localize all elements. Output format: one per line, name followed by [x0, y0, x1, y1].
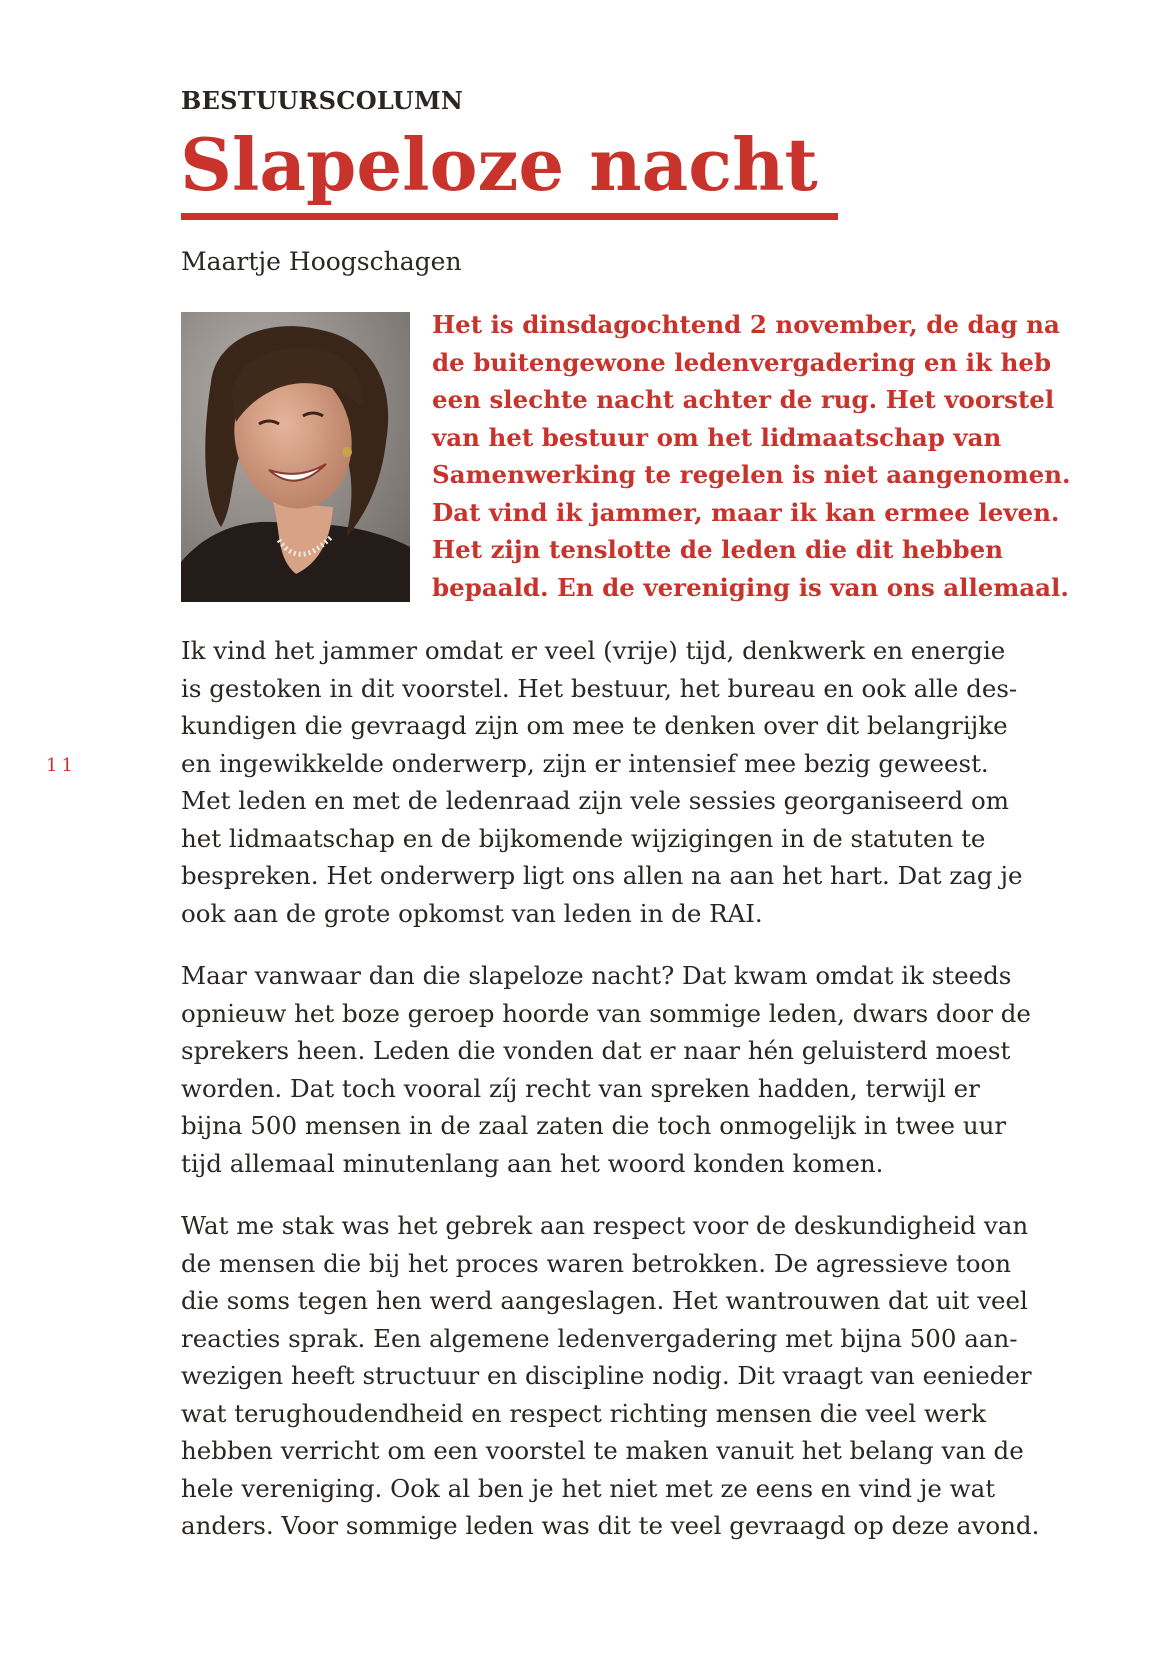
body-line: wat terughoudendheid en respect richting mensen die veel werk [181, 1398, 987, 1428]
body-line: opnieuw het boze geroep hoorde van sommige leden, dwars door de [181, 998, 1031, 1028]
page-number: 11 [46, 755, 77, 776]
intro-line: Dat vind ik jammer, maar ik kan ermee leven. [432, 497, 1060, 527]
article-title: Slapeloze nacht [180, 122, 818, 207]
body-line: tijd allemaal minutenlang aan het woord konden komen. [181, 1148, 884, 1178]
title-underline [181, 213, 838, 220]
body-line: Wat me stak was het gebrek aan respect voor de deskundigheid van [181, 1211, 1029, 1240]
intro-line: van het bestuur om het lidmaatschap van [432, 422, 1002, 452]
body-line: bijna 500 mensen in de zaal zaten die toch onmogelijk in twee uur [181, 1111, 1007, 1140]
intro-line: de buitengewone ledenvergadering en ik heb [432, 347, 1052, 377]
intro-line: bepaald. En de vereniging is van ons allemaal. [432, 572, 1069, 602]
intro-paragraph [432, 306, 1072, 606]
author-photo [181, 312, 410, 602]
body-line: bespreken. Het onderwerp ligt ons allen na aan het hart. Dat zag je [181, 861, 1023, 890]
body-paragraph-3 [181, 1207, 1061, 1545]
body-line: worden. Dat toch vooral zíj recht van spreken hadden, terwijl er [181, 1073, 980, 1103]
body-line: anders. Voor sommige leden was dit te veel gevraagd op deze avond. [181, 1511, 1040, 1540]
body-line: die soms tegen hen werd aangeslagen. Het wantrouwen dat uit veel [181, 1286, 1028, 1315]
intro-line: een slechte nacht achter de rug. Het voorstel [432, 385, 1055, 414]
body-line: en ingewikkelde onderwerp, zijn er intensief mee bezig geweest. [181, 748, 989, 778]
intro-line: Samenwerking te regelen is niet aangenomen. [432, 460, 1071, 489]
body-line: is gestoken in dit voorstel. Het bestuur, het bureau en ook alle des- [181, 673, 1018, 703]
author-portrait-icon [181, 312, 410, 602]
body-line: hebben verricht om een voorstel te maken vanuit het belang van de [181, 1436, 1024, 1465]
section-kicker: BESTUURSCOLUMN [181, 86, 464, 115]
intro-line: Het zijn tenslotte de leden die dit hebben [432, 535, 1004, 564]
body-line: de mensen die bij het proces waren betrokken. De agressieve toon [181, 1248, 1012, 1278]
body-paragraph-1 [181, 632, 1061, 932]
body-line: wezigen heeft structuur en discipline nodig. Dit vraagt van eenieder [181, 1361, 1032, 1390]
body-line: het lidmaatschap en de bijkomende wijzigingen in de statuten te [181, 823, 986, 853]
body-line: Maar vanwaar dan die slapeloze nacht? Dat kwam omdat ik steeds [181, 961, 1012, 990]
body-line: kundigen die gevraagd zijn om mee te denken over dit belangrijke [181, 711, 1008, 740]
body-line: hele vereniging. Ook al ben je het niet met ze eens en vind je wat [181, 1473, 996, 1503]
body-line: reacties sprak. Een algemene ledenvergadering met bijna 500 aan- [181, 1323, 1018, 1353]
body-line: sprekers heen. Leden die vonden dat er naar hén geluisterd moest [181, 1036, 1011, 1065]
body-line: Ik vind het jammer omdat er veel (vrije) tijd, denkwerk en energie [181, 636, 1006, 665]
body-line: Met leden en met de ledenraad zijn vele sessies georganiseerd om [181, 786, 1009, 815]
author-name: Maartje Hoogschagen [181, 247, 462, 276]
body-line: ook aan de grote opkomst van leden in de RAI. [181, 898, 763, 928]
intro-line: Het is dinsdagochtend 2 november, de dag na [432, 310, 1060, 339]
body-paragraph-2 [181, 957, 1061, 1182]
